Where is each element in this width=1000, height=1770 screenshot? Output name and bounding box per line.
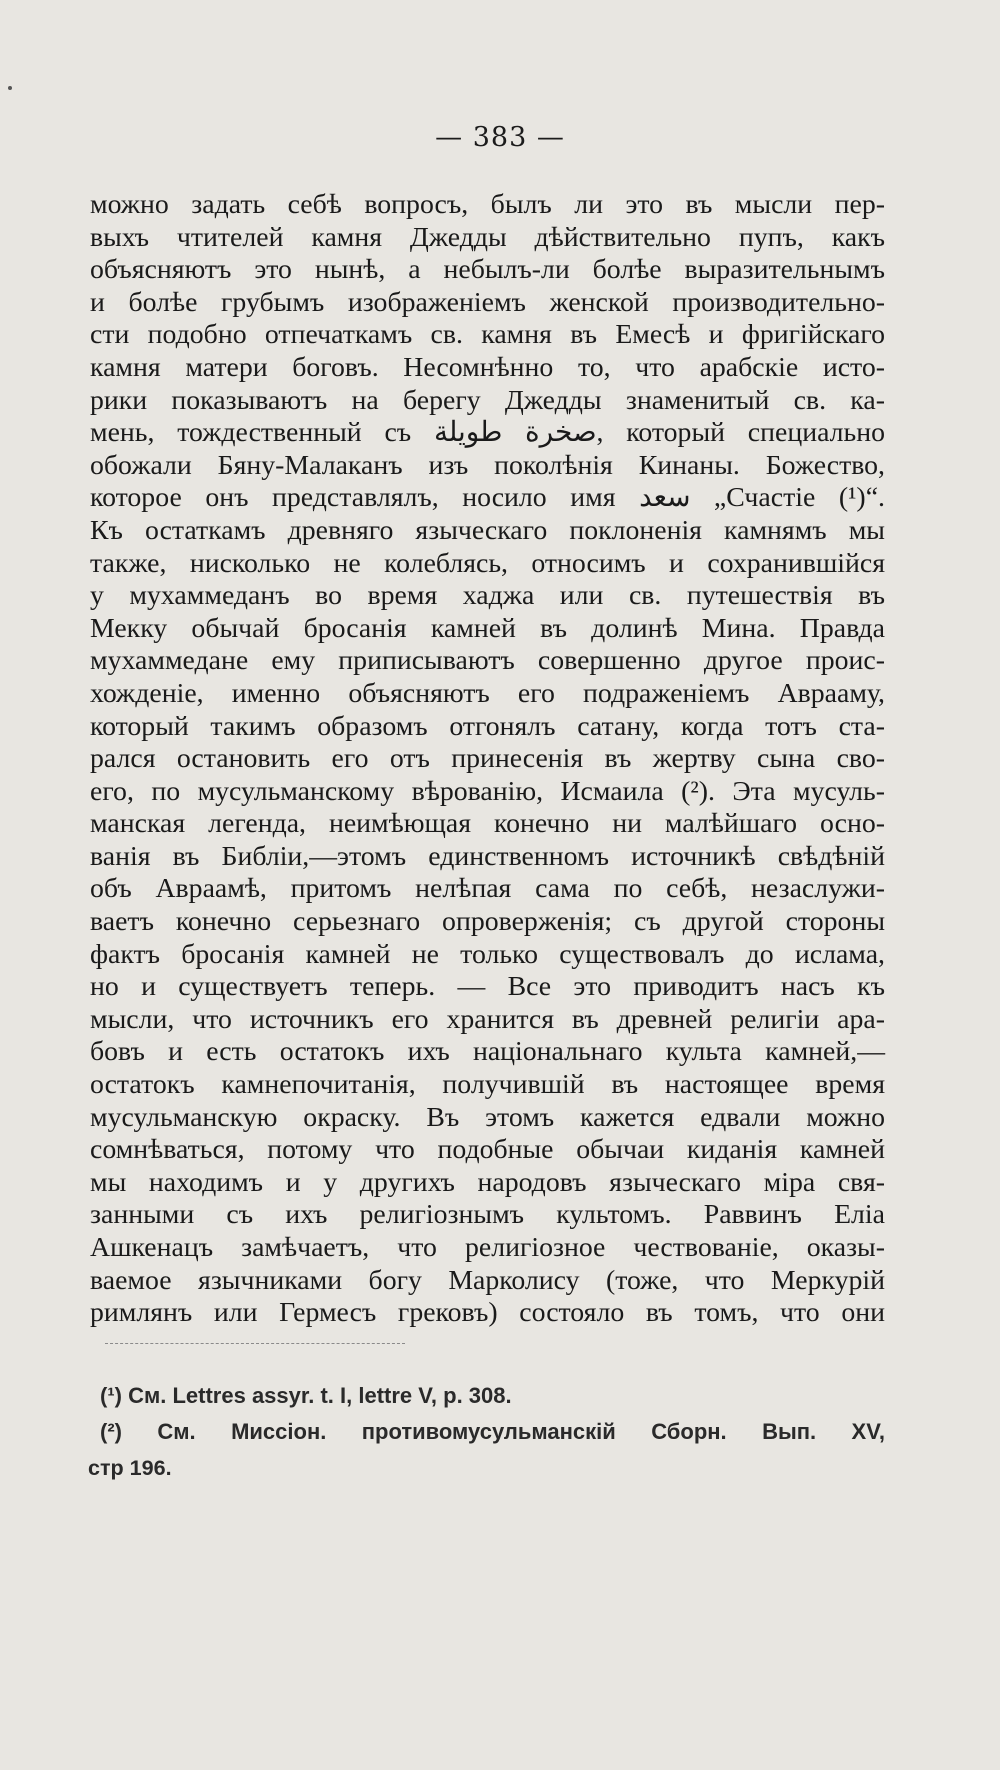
text-line: его, по мусульманскому вѣрованію, Исмаила (²). Эта мусуль- xyxy=(90,775,885,807)
body-text xyxy=(90,189,885,1330)
text-line: у мухаммеданъ во время хаджа или св. путешествія въ xyxy=(90,580,885,612)
text-line: объясняютъ это нынѣ, а небылъ-ли болѣе выразительнымъ xyxy=(90,254,885,286)
text-line: которое онъ представлялъ, носило имя سعد „Счастіе (¹)“. xyxy=(90,482,885,514)
text-line: мысли, что источникъ его хранится въ древней религіи ара- xyxy=(90,1003,885,1035)
text-line: сомнѣваться, потому что подобные обычаи киданія камней xyxy=(90,1134,885,1166)
text-line: бовъ и есть остатокъ ихъ національнаго культа камней,— xyxy=(90,1036,885,1068)
text-line: мусульманскую окраску. Въ этомъ кажется едвали можно xyxy=(90,1101,885,1133)
text-line: можно задать себѣ вопросъ, былъ ли это въ мысли пер- xyxy=(90,189,885,220)
text-line: остатокъ камнепочитанія, получившій въ настоящее время xyxy=(90,1069,885,1101)
text-line: рики показываютъ на берегу Джедды знаменитый св. ка- xyxy=(90,384,885,416)
text-line: Къ остаткамъ древняго языческаго поклоненія камнямъ мы xyxy=(90,514,885,546)
print-speck xyxy=(8,86,12,90)
text-line: выхъ чтителей камня Джедды дѣйствительно пупъ, какъ xyxy=(90,221,885,253)
footnote-1: (¹) См. Lettres assyr. t. I, lettre V, p. 308. xyxy=(100,1383,512,1408)
text-line: камня матери боговъ. Несомнѣнно то, что арабскіе исто- xyxy=(90,351,885,383)
text-line: римлянъ или Гермесъ грековъ) состояло въ томъ, что они xyxy=(90,1297,885,1329)
footnote-2-continuation: стр 196. xyxy=(88,1455,172,1480)
text-line: хожденіе, именно объясняютъ его подраженіемъ Аврааму, xyxy=(90,677,885,709)
text-line: ваемое язычниками богу Марколису (тоже, что Меркурій xyxy=(90,1264,885,1296)
text-line: ванія въ Библіи,—этомъ единственномъ источникѣ свѣдѣній xyxy=(90,840,885,872)
footnotes xyxy=(88,1378,885,1486)
text-line: и болѣе грубымъ изображеніемъ женской производительно- xyxy=(90,286,885,318)
text-line: мы находимъ и у другихъ народовъ языческаго міра свя- xyxy=(90,1166,885,1198)
text-line: также, нисколько не колеблясь, относимъ и сохранившійся xyxy=(90,547,885,579)
text-line: ваетъ конечно серьезнаго опроверженія; съ другой стороны xyxy=(90,906,885,938)
text-line: объ Авраамѣ, притомъ нелѣпая сама по себѣ, незаслужи- xyxy=(90,873,885,905)
footnote-2: (²) См. Миссіон. противомусульманскій Сборн. Вып. XV, xyxy=(100,1419,885,1444)
footnote-divider xyxy=(105,1343,405,1344)
text-line: обожали Бяну-Малаканъ изъ поколѣнія Кинаны. Божество, xyxy=(90,449,885,481)
text-line: рался остановить его отъ принесенія въ жертву сына сво- xyxy=(90,743,885,775)
text-line: мень, тождественный съ صخرة طويلة, который специально xyxy=(90,417,885,449)
text-line: манская легенда, неимѣющая конечно ни малѣйшаго осно- xyxy=(90,808,885,840)
text-line: фактъ бросанія камней не только существовалъ до ислама, xyxy=(90,938,885,970)
text-line: но и существуетъ теперь. — Все это приводитъ насъ къ xyxy=(90,971,885,1003)
text-line: мухаммедане ему приписываютъ совершенно другое проис- xyxy=(90,645,885,677)
text-line: который такимъ образомъ отгонялъ сатану, когда тотъ ста- xyxy=(90,710,885,742)
text-line: занными съ ихъ религіознымъ культомъ. Раввинъ Еліа xyxy=(90,1199,885,1231)
page-number: — 383 — xyxy=(435,122,565,153)
text-line: Ашкенацъ замѣчаетъ, что религіозное чествованіе, оказы- xyxy=(90,1232,885,1263)
text-line: Мекку обычай бросанія камней въ долинѣ Мина. Правда xyxy=(90,612,885,644)
text-line: сти подобно отпечаткамъ св. камня въ Емесѣ и фригійскаго xyxy=(90,319,885,351)
